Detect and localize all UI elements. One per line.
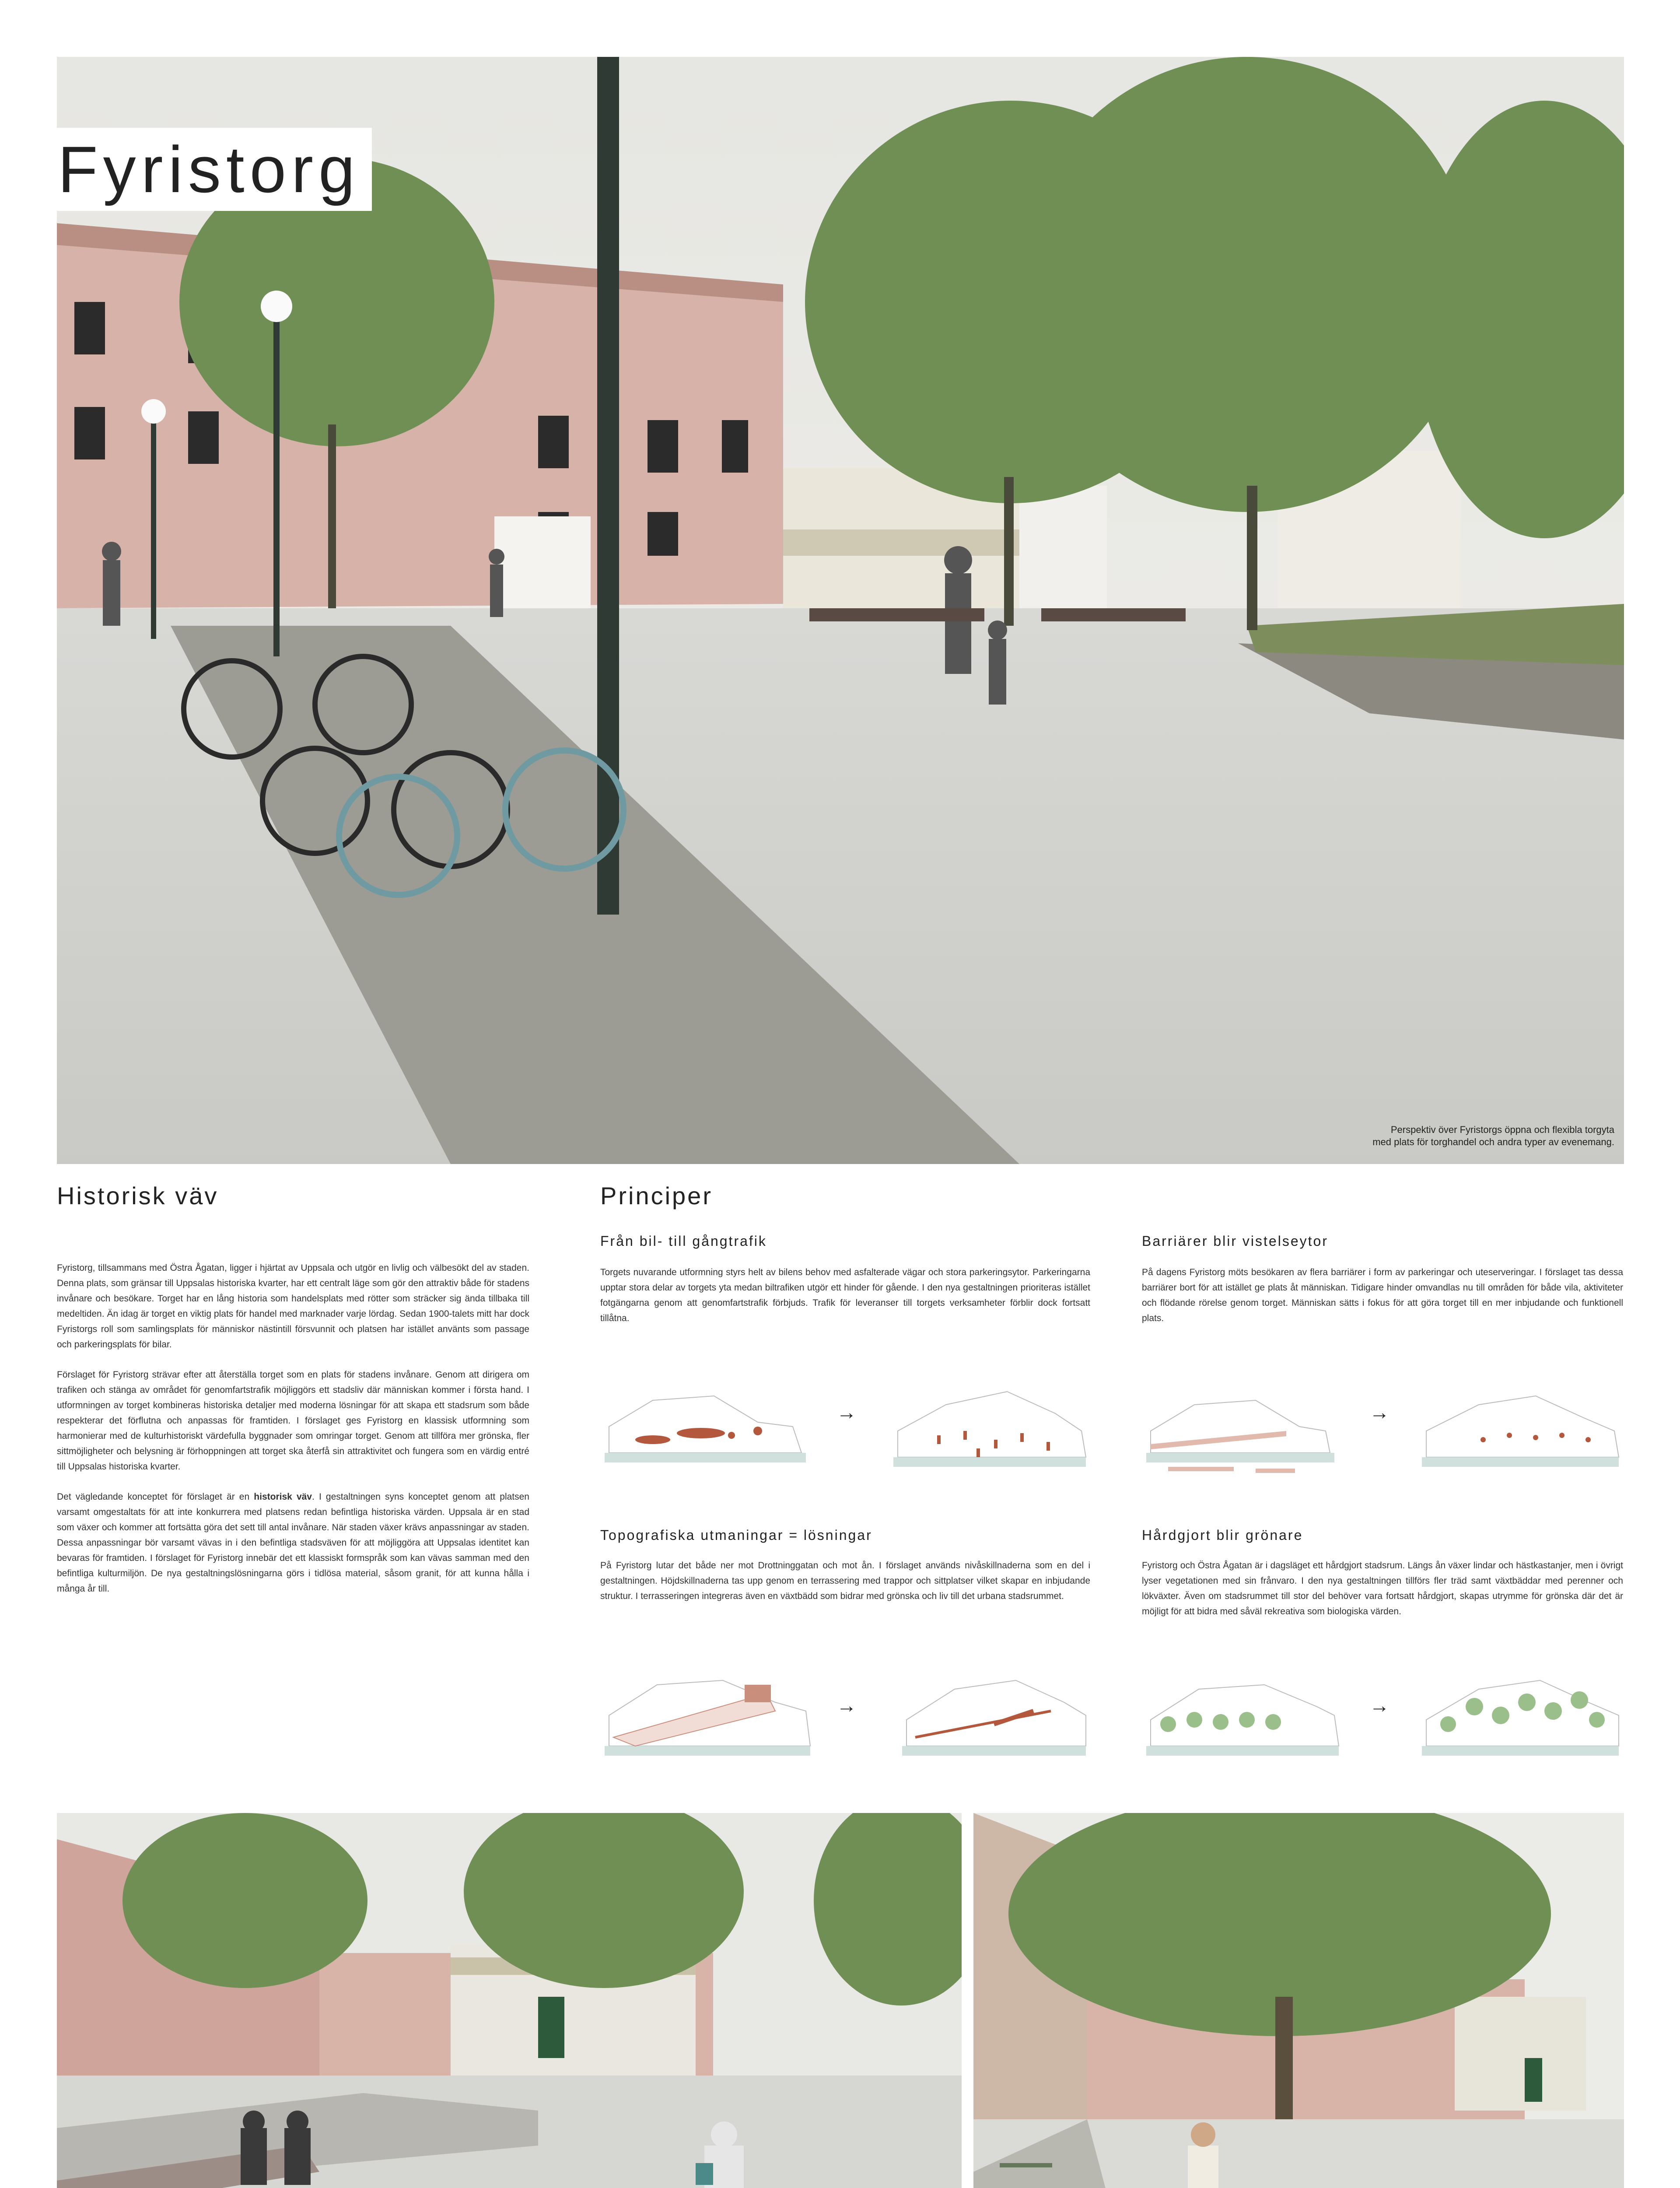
principle-4-title: Hårdgjort blir grönare bbox=[1142, 1527, 1303, 1543]
history-paragraph-1: Fyristorg, tillsammans med Östra Ågatan, ligger i hjärtat av Uppsala och utgör en livlig och välbesökt del av staden. Denna plats, som gränsar till Uppsalas historiska kvarter, har ett centralt läge som gör den attraktiv både för stadens invånare och besökare. Torget har en lång historia som handelsplats med rötter som sträcker sig ända tillbaka till medeltiden. Än idag är torget en viktig plats för handel med marknader varje lördag. Sedan 1900-talets mitt har dock Fyristorgs roll som samlingsplats för människor nästintill försvunnit och platsen har istället använts som passage och parkeringsplats för bilar. bbox=[57, 1263, 529, 1350]
diagram-greening bbox=[1142, 1659, 1623, 1772]
history-paragraph-3 bbox=[57, 1489, 529, 1596]
principles-heading: Principer bbox=[600, 1182, 713, 1210]
terrace-perspective-image bbox=[57, 1813, 962, 2188]
history-paragraph-3-post: . I gestaltningen syns konceptet genom att platsen varsamt omgestaltats för att inte konkurrera med platsens redan befintliga historiska värden. Uppsala är en stad som växer och kommer att fortsätta göra det sett till antal invånare. När staden växer krävs anpassningar av staden. Dessa anpassningar bör varsamt vävas in i den befintliga stadsväven för att möjliggöra att Uppsalas identitet kan bevaras för framtiden. I förslaget för Fyristorg innebär det ett klassiskt formspråk som kan vävas samman med den befintliga kulturmiljön. De nya gestaltningslösningarna görs i tidlösa material, såsom granit, för att kunna hålla i många år till. bbox=[57, 1492, 529, 1594]
history-concept-term: historisk väv bbox=[254, 1492, 312, 1502]
history-body bbox=[57, 1260, 529, 1611]
arrow-icon: → bbox=[1369, 1401, 1390, 1424]
principle-2-title: Barriärer blir vistelseytor bbox=[1142, 1233, 1328, 1249]
arrow-icon: → bbox=[1369, 1694, 1390, 1717]
principle-1-title: Från bil- till gångtrafik bbox=[600, 1233, 767, 1249]
history-heading: Historisk väv bbox=[57, 1182, 219, 1210]
arrow-icon: → bbox=[836, 1694, 857, 1717]
diagram-barriers bbox=[1142, 1365, 1623, 1479]
principle-4-text: Fyristorg och Östra Ågatan är i dagsläget ett hårdgjort stadsrum. Längs ån växer lindar och hästkastanjer, men i övrigt lyser vegetationen med sin frånvaro. I den nya gestaltningen tillförs fler träd samt växtbäddar med perenner och lökväxter. Även om stadsrummet till stor del behöver vara fortsatt hårdgjort, skapas utrymme för grönska där det är möjligt för att bidra med såväl rekreativa som biologiska värden. bbox=[1142, 1560, 1623, 1616]
history-paragraph-3-pre: Det vägledande konceptet för förslaget är en bbox=[57, 1492, 254, 1502]
title-box bbox=[57, 128, 372, 211]
principle-3-text: På Fyristorg lutar det både ner mot Drottninggatan och mot ån. I förslaget används nivåskillnaderna som en del i gestaltningen. Höjdskillnaderna tas upp genom en terrassering med trappor och sittplatser vilket skapar en inbjudande struktur. I terrasseringen integreras även en växtbädd som bidrar med grönska och liv till det urbana stadsrummet. bbox=[600, 1560, 1090, 1601]
poster-title: Fyristorg bbox=[58, 132, 360, 206]
principle-2-text: På dagens Fyristorg möts besökaren av flera barriärer i form av parkeringar och uteserveringar. I förslaget tas dessa barriärer bort för att istället ge plats åt människan. Tidigare hinder omvandlas nu till områden för både vila, aktiviteter och flödande rörelse genom torget. Människan sätts i fokus för att göra torget till en mer inbjudande och funktionell plats. bbox=[1142, 1267, 1623, 1323]
arrow-icon: → bbox=[836, 1401, 857, 1424]
hero-caption: Perspektiv över Fyristorgs öppna och flexibla torgyta med plats för torghandel och andra typer av evenemang. bbox=[1372, 1124, 1614, 1147]
principle-1-text: Torgets nuvarande utformning styrs helt av bilens behov med asfalterade vägar och stora parkeringsytor. Parkeringarna upptar stora delar av torgets yta medan biltrafiken utgör ett hinder för gående. I den nya gestaltningen prioriteras istället fotgängarna genom att genomfartstrafik förbjuds. Trafik för leveranser till torgets verksamheter förblir dock fortsatt tillåtna. bbox=[600, 1267, 1090, 1323]
street-perspective-image bbox=[973, 1813, 1624, 2188]
hero-perspective-image bbox=[57, 57, 1624, 1164]
diagram-traffic bbox=[600, 1365, 1090, 1479]
principle-3-title: Topografiska utmaningar = lösningar bbox=[600, 1527, 872, 1543]
diagram-topography bbox=[600, 1659, 1090, 1772]
history-paragraph-2: Förslaget för Fyristorg strävar efter att återställa torget som en plats för stadens invånare. Genom att dirigera om trafiken och stänga av området för genomfartstrafik möjliggörs ett stadsliv där människan kommer i första hand. I utformningen av torget kombineras historiska detaljer med moderna lösningar för att skapa ett stadsrum som både respekterar det förflutna och anpassas för framtiden. I förslaget ges Fyristorg en klassisk utformning som harmonierar med de kulturhistoriskt värdefulla byggnader som omringar torget. Genom att tillföra mer grönska, fler sittmöjligheter och belysning är förhoppningen att torget ska återfå sin attraktivitet och fungera som en värdig entré till Uppsalas historiska kvarter. bbox=[57, 1370, 529, 1472]
